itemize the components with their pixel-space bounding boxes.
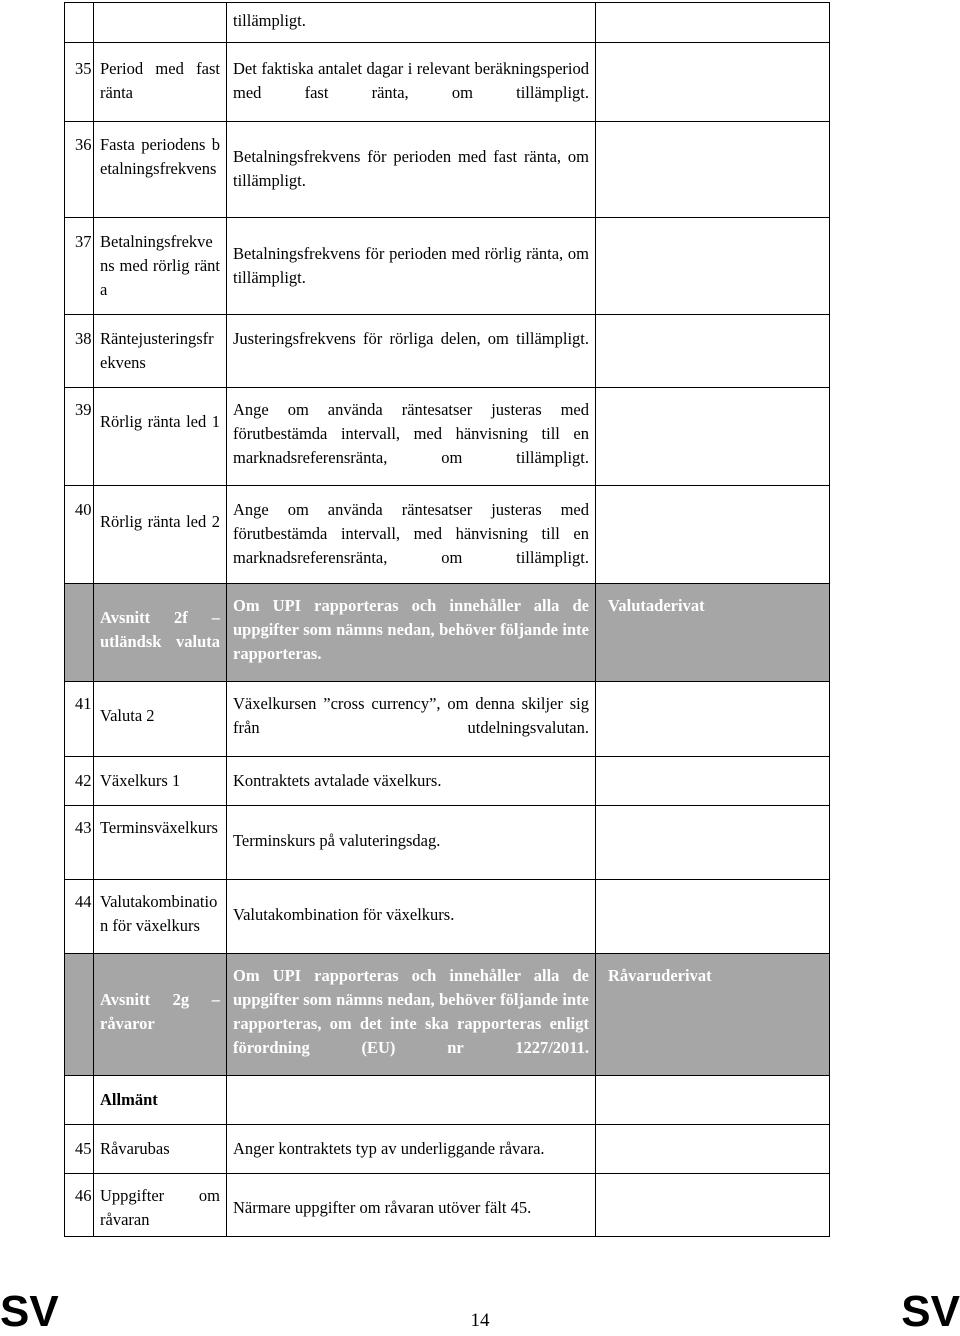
subsection-title: Allmänt (94, 1076, 227, 1125)
field-extra (596, 880, 830, 954)
field-number: 46 (65, 1174, 94, 1237)
page-number: 14 (470, 1310, 490, 1331)
section-category: Valutaderivat (596, 584, 830, 682)
field-number: 44 (65, 880, 94, 954)
field-name: Valutakombination för växelkurs (94, 880, 227, 954)
field-extra (596, 486, 830, 584)
section-category: Råvaruderivat (596, 954, 830, 1076)
field-number: 43 (65, 806, 94, 880)
field-number: 37 (65, 218, 94, 315)
subsection-row (65, 1076, 830, 1125)
field-number: 45 (65, 1125, 94, 1174)
field-name: Betalningsfrekvens med rörlig ränta (94, 218, 227, 315)
field-description (227, 1076, 596, 1125)
field-extra (596, 806, 830, 880)
table-row (65, 3, 830, 43)
field-description: Betalningsfrekvens för perioden med fast ränta, om tillämpligt. (227, 122, 596, 218)
field-extra (596, 388, 830, 486)
field-number (65, 1076, 94, 1125)
field-name: Rörlig ränta led 1 (94, 388, 227, 486)
table-row (65, 43, 830, 122)
field-number: 42 (65, 757, 94, 806)
field-description: Kontraktets avtalade växelkurs. (227, 757, 596, 806)
field-name: Räntejusteringsfrekvens (94, 315, 227, 388)
field-extra (596, 1125, 830, 1174)
register-table (64, 2, 830, 1237)
field-description: Det faktiska antalet dagar i relevant beräkningsperiod med fast ränta, om tillämpligt. (227, 43, 596, 122)
field-extra (596, 43, 830, 122)
table-row (65, 757, 830, 806)
field-description: Betalningsfrekvens för perioden med rörlig ränta, om tillämpligt. (227, 218, 596, 315)
field-number: 41 (65, 682, 94, 757)
field-extra (596, 757, 830, 806)
field-description: Närmare uppgifter om råvaran utöver fält 45. (227, 1174, 596, 1237)
field-extra (596, 122, 830, 218)
section-title: Avsnitt 2f – utländsk valuta (94, 584, 227, 682)
field-number: 38 (65, 315, 94, 388)
field-description: Anger kontraktets typ av underliggande råvara. (227, 1125, 596, 1174)
field-name: Period med fast ränta (94, 43, 227, 122)
table-row (65, 486, 830, 584)
section-row-2g (65, 954, 830, 1076)
table-row (65, 806, 830, 880)
table-row (65, 388, 830, 486)
field-name: Terminsväxelkurs (94, 806, 227, 880)
table-row (65, 218, 830, 315)
table-row (65, 880, 830, 954)
table-row (65, 315, 830, 388)
table-row (65, 1174, 830, 1237)
field-description: Ange om använda räntesatser justeras med förutbestämda intervall, med hänvisning till en marknadsreferensränta, om tillämpligt. (227, 388, 596, 486)
language-code-left: SV (0, 1287, 59, 1336)
field-description: Ange om använda räntesatser justeras med förutbestämda intervall, med hänvisning till en marknadsreferensränta, om tillämpligt. (227, 486, 596, 584)
field-extra (596, 3, 830, 43)
field-name: Uppgifter om råvaran (94, 1174, 227, 1237)
language-code-right: SV (901, 1287, 960, 1336)
field-description: Justeringsfrekvens för rörliga delen, om tillämpligt. (227, 315, 596, 388)
section-row-2f (65, 584, 830, 682)
field-name (94, 3, 227, 43)
field-number: 35 (65, 43, 94, 122)
field-name: Rörlig ränta led 2 (94, 486, 227, 584)
field-number (65, 954, 94, 1076)
field-extra (596, 1076, 830, 1125)
field-description: Valutakombination för växelkurs. (227, 880, 596, 954)
field-number: 39 (65, 388, 94, 486)
field-name: Växelkurs 1 (94, 757, 227, 806)
field-number (65, 584, 94, 682)
field-number (65, 3, 94, 43)
field-name: Råvarubas (94, 1125, 227, 1174)
field-name: Fasta periodens betalningsfrekvens (94, 122, 227, 218)
field-extra (596, 218, 830, 315)
section-description: Om UPI rapporteras och innehåller alla de uppgifter som nämns nedan, behöver följande inte rapporteras, om det inte ska rapporteras enligt förordning (EU) nr 1227/2011. (227, 954, 596, 1076)
field-description: Växelkursen ”cross currency”, om denna skiljer sig från utdelningsvalutan. (227, 682, 596, 757)
section-description: Om UPI rapporteras och innehåller alla de uppgifter som nämns nedan, behöver följande inte rapporteras. (227, 584, 596, 682)
field-description: tillämpligt. (227, 3, 596, 43)
field-extra (596, 315, 830, 388)
field-extra (596, 682, 830, 757)
field-name: Valuta 2 (94, 682, 227, 757)
field-description: Terminskurs på valuteringsdag. (227, 806, 596, 880)
section-title: Avsnitt 2g – råvaror (94, 954, 227, 1076)
field-number: 40 (65, 486, 94, 584)
field-number: 36 (65, 122, 94, 218)
table-row (65, 122, 830, 218)
table-row (65, 1125, 830, 1174)
field-extra (596, 1174, 830, 1237)
table-row (65, 682, 830, 757)
